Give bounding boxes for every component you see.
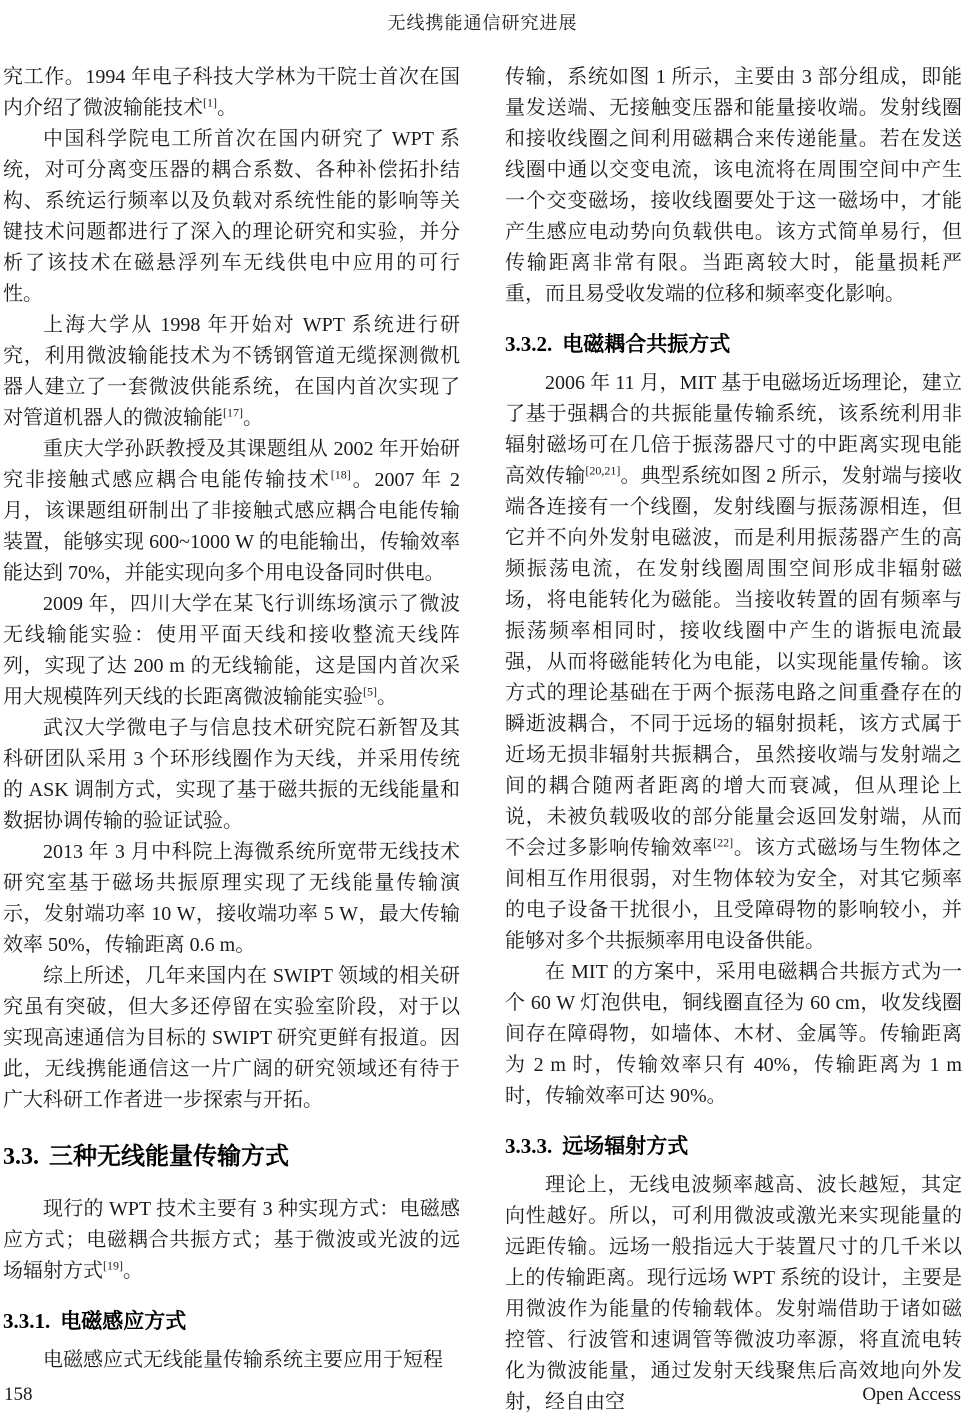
citation-superscript: [17] xyxy=(223,405,243,420)
citation-superscript: [5] xyxy=(363,684,377,699)
paragraph: 2009 年，四川大学在某飞行训练场演示了微波无线输能实验：使用平面天线和接收整流天线阵列，实现了达 200 m 的无线输能，这是国内首次采用大规模阵列天线的长距离微波输能实验[5]。 xyxy=(3,593,460,708)
heading-number: 3.3.2. xyxy=(505,332,553,356)
page-header xyxy=(0,0,965,35)
paragraph: 2013 年 3 月中科院上海微系统所宽带无线技术研究室基于磁场共振原理实现了无线能量传输演示，发射端功率 10 W，接收端功率 5 W，最大传输效率 50%，传输距离 0.6 m。 xyxy=(3,841,460,956)
paragraph: 理论上，无线电波频率越高、波长越短，其定向性越好。所以，可利用微波或激光来实现能量的远距传输。远场一般指远大于装置尺寸的几千米以上的传输距离。现行远场 WPT 系统的设计，主要是用微波作为能量的传输载体。发射端借助于诸如磁控管、行波管和速调管等微波功率源，将直流电转化为微波能量，通过发射天线聚焦后高效地向外发射，经自由空 xyxy=(505,1174,962,1413)
heading-label: 三种无线能量传输方式 xyxy=(49,1143,289,1170)
heading-number: 3.3.1. xyxy=(3,1309,51,1333)
citation-superscript: [19] xyxy=(103,1258,123,1273)
citation-superscript: [20,21] xyxy=(585,463,621,478)
right-column xyxy=(505,62,962,1414)
paragraph: 中国科学院电工所首次在国内研究了 WPT 系统，对可分离变压器的耦合系数、各种补偿拓扑结构、系统运行频率以及负载对系统性能的影响等关键技术问题都进行了深入的理论研究和实验，并分析了该技术在磁悬浮列车无线供电中应用的可行性。 xyxy=(3,128,460,305)
section-heading xyxy=(505,1133,962,1160)
left-column xyxy=(3,62,460,1414)
paragraph: 综上所述，几年来国内在 SWIPT 领域的相关研究虽有突破，但大多还停留在实验室阶段，对于以实现高速通信为目标的 SWIPT 研究更鲜有报道。因此，无线携能通信这一片广阔的研究领域还有待于广大科研工作者进一步探索与开拓。 xyxy=(3,965,460,1111)
page-number: 158 xyxy=(4,1384,33,1405)
paragraph: 传输，系统如图 1 所示，主要由 3 部分组成，即能量发送端、无接触变压器和能量接收端。发射线圈和接收线圈之间利用磁耦合来传递能量。若在发送线圈中通以交变电流，该电流将在周围空间中产生一个交变磁场，接收线圈要处于这一磁场中，才能产生感应电动势向负载供电。该方式简单易行，但传输距离非常有限。当距离较大时，能量损耗严重，而且易受收发端的位移和频率变化影响。 xyxy=(505,66,962,305)
citation-superscript: [22] xyxy=(713,835,734,850)
heading-label: 电磁感应方式 xyxy=(60,1310,187,1333)
section-heading xyxy=(505,331,962,358)
paragraph: 上海大学从 1998 年开始对 WPT 系统进行研究，利用微波输能技术为不锈钢管道无缆探测微机器人建立了一套微波供能系统，在国内首次实现了对管道机器人的微波输能[17]。 xyxy=(3,314,460,429)
paper-title: 无线携能通信研究进展 xyxy=(387,13,578,33)
paragraph: 电磁感应式无线能量传输系统主要应用于短程 xyxy=(43,1349,443,1371)
section-heading xyxy=(3,1142,460,1172)
paragraph: 重庆大学孙跃教授及其课题组从 2002 年开始研究非接触式感应耦合电能传输技术[18]。2007 年 2 月，该课题组研制出了非接触式感应耦合电能传输装置，能够实现 600~1000 W 的电能输出，传输效率能达到 70%，并能实现向多个用电设备同时供电。 xyxy=(3,438,461,584)
page-footer xyxy=(4,1384,961,1406)
paragraph: 现行的 WPT 技术主要有 3 种实现方式：电磁感应方式；电磁耦合共振方式；基于微波或光波的远场辐射方式[19]。 xyxy=(3,1198,460,1282)
paragraph: 2006 年 11 月，MIT 基于电磁场近场理论，建立了基于强耦合的共振能量传输系统，该系统利用非辐射磁场可在几倍于振荡器尺寸的中距离实现电能高效传输[20,21]。典型系统如图 2 所示，发射端与接收端各连接有一个线圈，发射线圈与振荡源相连，但它并不向外发射电磁波，而是利用振荡器产生的高频振荡电流，在发射线圈周围空间形成非辐射磁场，将电能转化为磁能。当接收转置的固有频率与振荡频率相同时，接收线圈中产生的谐振电流最强，从而将磁能转化为电能，以实现能量传输。该方式的理论基础在于两个振荡电路之间重叠存在的瞬逝波耦合，不同于远场的辐射损耗，该方式属于近场无损非辐射共振耦合，虽然接收端与发射端之间的耦合随两者距离的增大而衰减，但从理论上说，未被负载吸收的部分能量会返回发射端，从而不会过多影响传输效率[22]。该方式磁场与生物体之间相互作用很弱，对生物体较为安全，对其它频率的电子设备干扰很小，且受障碍物的影响较小，并能够对多个共振频率用电设备供能。 xyxy=(505,372,963,952)
heading-label: 远场辐射方式 xyxy=(562,1135,689,1158)
citation-superscript: [1] xyxy=(203,95,217,110)
section-heading xyxy=(3,1308,460,1335)
paragraph: 在 MIT 的方案中，采用电磁耦合共振方式为一个 60 W 灯泡供电，铜线圈直径为 60 cm，收发线圈间存在障碍物，如墙体、木材、金属等。传输距离为 2 m 时，传输效率只有 40%，传输距离为 1 m 时，传输效率可达 90%。 xyxy=(505,961,962,1107)
citation-superscript: [18] xyxy=(330,467,351,482)
paragraph: 武汉大学微电子与信息技术研究院石新智及其科研团队采用 3 个环形线圈作为天线，并采用传统的 ASK 调制方式，实现了基于磁共振的无线能量和数据协调传输的验证试验。 xyxy=(3,717,460,832)
heading-label: 电磁耦合共振方式 xyxy=(562,333,731,356)
two-column-body xyxy=(0,62,965,1414)
heading-number: 3.3.3. xyxy=(505,1134,553,1158)
heading-number: 3.3. xyxy=(3,1144,39,1170)
open-access-label: Open Access xyxy=(862,1384,961,1405)
paragraph: 究工作。1994 年电子科技大学林为干院士首次在国内介绍了微波输能技术[1]。 xyxy=(3,66,460,119)
